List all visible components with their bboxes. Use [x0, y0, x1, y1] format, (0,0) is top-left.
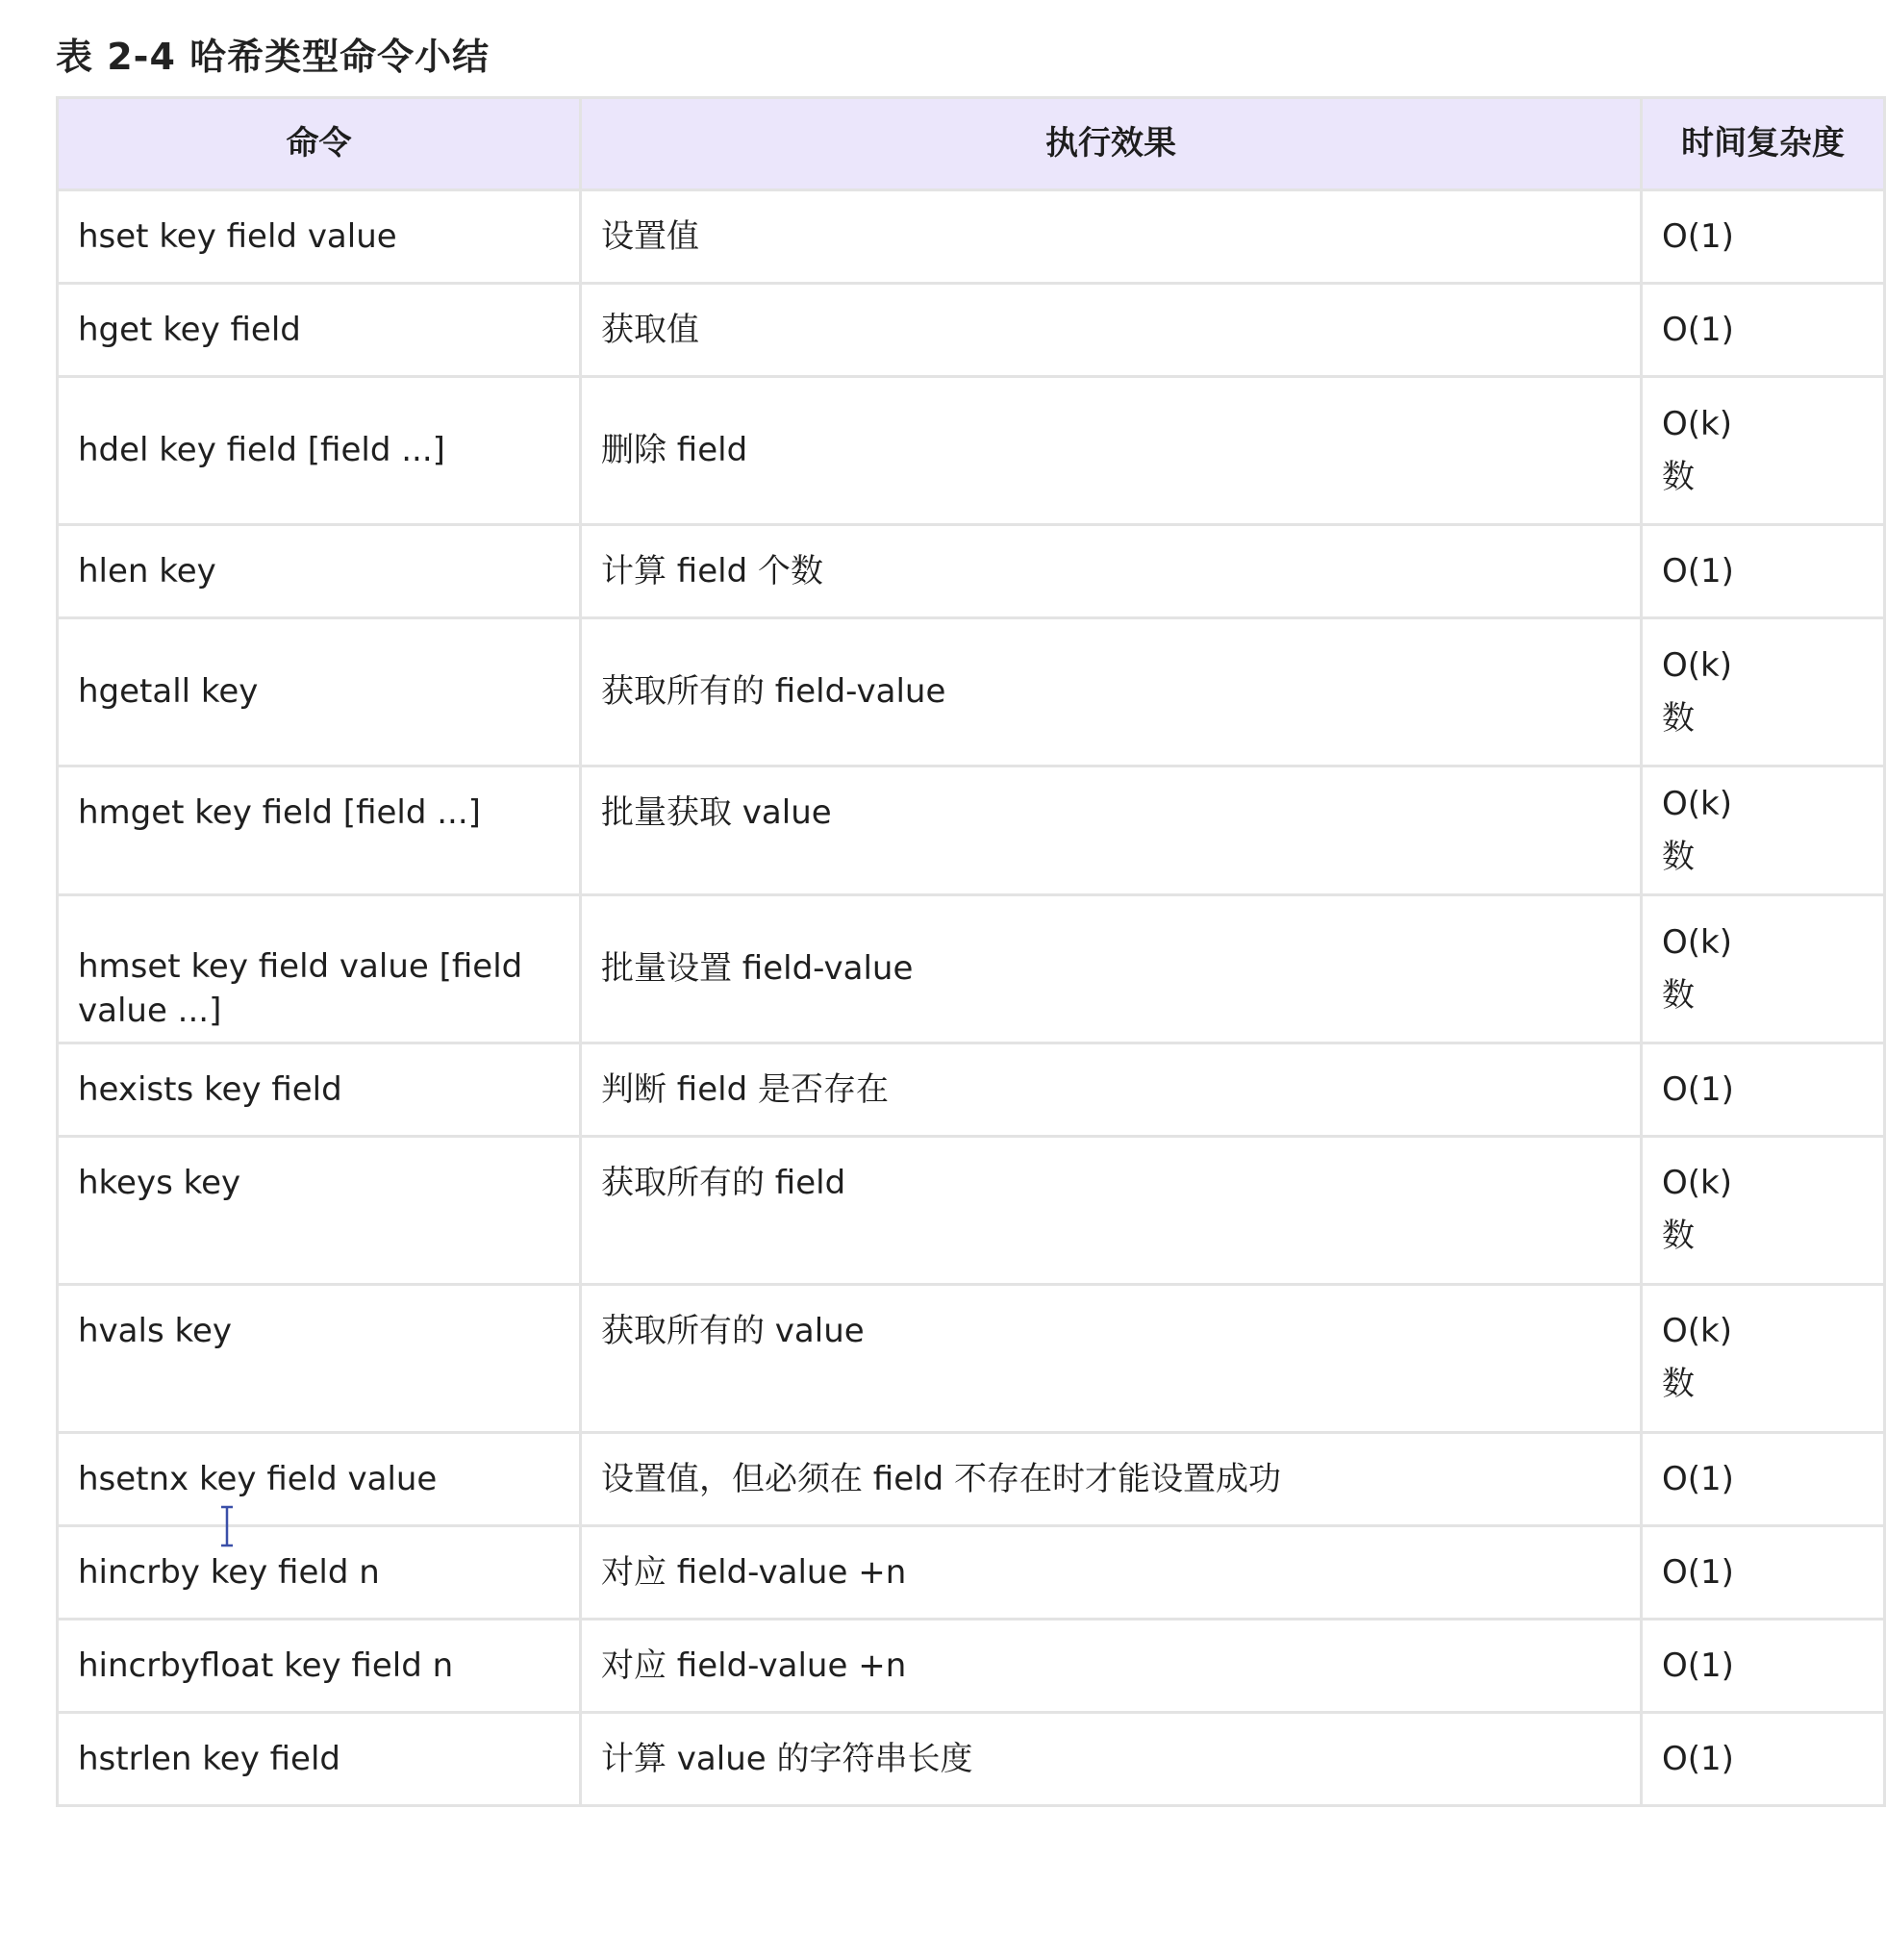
cell-command: hincrbyfloat key field n [58, 1620, 581, 1713]
table-row [58, 618, 1885, 766]
table-caption: 表 2-4 哈希类型命令小结 [56, 36, 490, 78]
cell-effect: 批量获取 value [581, 766, 1642, 895]
cell-complexity: O(k) 数 [1642, 377, 1885, 525]
cell-effect: 设置值，但必须在 field 不存在时才能设置成功 [581, 1433, 1642, 1526]
cell-command: hgetall key [58, 618, 581, 766]
cell-effect: 获取所有的 field [581, 1137, 1642, 1285]
table-row [58, 766, 1885, 895]
table-row [58, 1285, 1885, 1433]
cell-effect: 计算 value 的字符串长度 [581, 1713, 1642, 1806]
cell-complexity: O(1) [1642, 1526, 1885, 1620]
text-cursor-icon [218, 1505, 236, 1547]
cell-complexity: O(1) [1642, 1043, 1885, 1137]
table-row [58, 1526, 1885, 1620]
cell-complexity: O(k) 数 [1642, 895, 1885, 1043]
cell-command: hsetnx key field value [58, 1433, 581, 1526]
cell-effect: 对应 field-value +n [581, 1620, 1642, 1713]
cell-complexity: O(1) [1642, 284, 1885, 377]
cell-command: hexists key field [58, 1043, 581, 1137]
cell-command: hset key field value [58, 190, 581, 284]
cell-complexity: O(k) 数 [1642, 618, 1885, 766]
table-row [58, 1713, 1885, 1806]
cell-effect: 获取所有的 field-value [581, 618, 1642, 766]
cell-effect: 对应 field-value +n [581, 1526, 1642, 1620]
cell-command: hvals key [58, 1285, 581, 1433]
cell-effect: 设置值 [581, 190, 1642, 284]
cell-command: hget key field [58, 284, 581, 377]
cell-command: hkeys key [58, 1137, 581, 1285]
table-row [58, 895, 1885, 1043]
table-header-row [58, 98, 1885, 190]
table-row [58, 1043, 1885, 1137]
cell-effect: 删除 field [581, 377, 1642, 525]
cell-complexity: O(k) 数 [1642, 766, 1885, 895]
header-command: 命令 [58, 98, 581, 190]
cell-complexity: O(1) [1642, 525, 1885, 618]
cell-effect: 获取值 [581, 284, 1642, 377]
table-row [58, 377, 1885, 525]
table-row [58, 525, 1885, 618]
table-row [58, 1433, 1885, 1526]
header-effect: 执行效果 [581, 98, 1642, 190]
cell-command: hincrby key field n [58, 1526, 581, 1620]
header-complexity: 时间复杂度 [1642, 98, 1885, 190]
table-row [58, 284, 1885, 377]
cell-complexity: O(1) [1642, 1433, 1885, 1526]
cell-effect: 计算 field 个数 [581, 525, 1642, 618]
cell-complexity: O(1) [1642, 1713, 1885, 1806]
cell-effect: 判断 field 是否存在 [581, 1043, 1642, 1137]
cell-command: hdel key field [field ...] [58, 377, 581, 525]
cell-complexity: O(k) 数 [1642, 1285, 1885, 1433]
table-row [58, 1620, 1885, 1713]
cell-command: hstrlen key field [58, 1713, 581, 1806]
table-viewport[interactable] [56, 96, 1845, 1808]
cell-complexity: O(k) 数 [1642, 1137, 1885, 1285]
cell-command: hmget key field [field ...] [58, 766, 581, 895]
cell-command: hmset key field value [field value ...] [58, 895, 581, 1043]
hash-commands-table [56, 96, 1886, 1807]
cell-command: hlen key [58, 525, 581, 618]
cell-effect: 批量设置 field-value [581, 895, 1642, 1043]
cell-complexity: O(1) [1642, 190, 1885, 284]
cell-complexity: O(1) [1642, 1620, 1885, 1713]
table-row [58, 190, 1885, 284]
cell-effect: 获取所有的 value [581, 1285, 1642, 1433]
table-row [58, 1137, 1885, 1285]
